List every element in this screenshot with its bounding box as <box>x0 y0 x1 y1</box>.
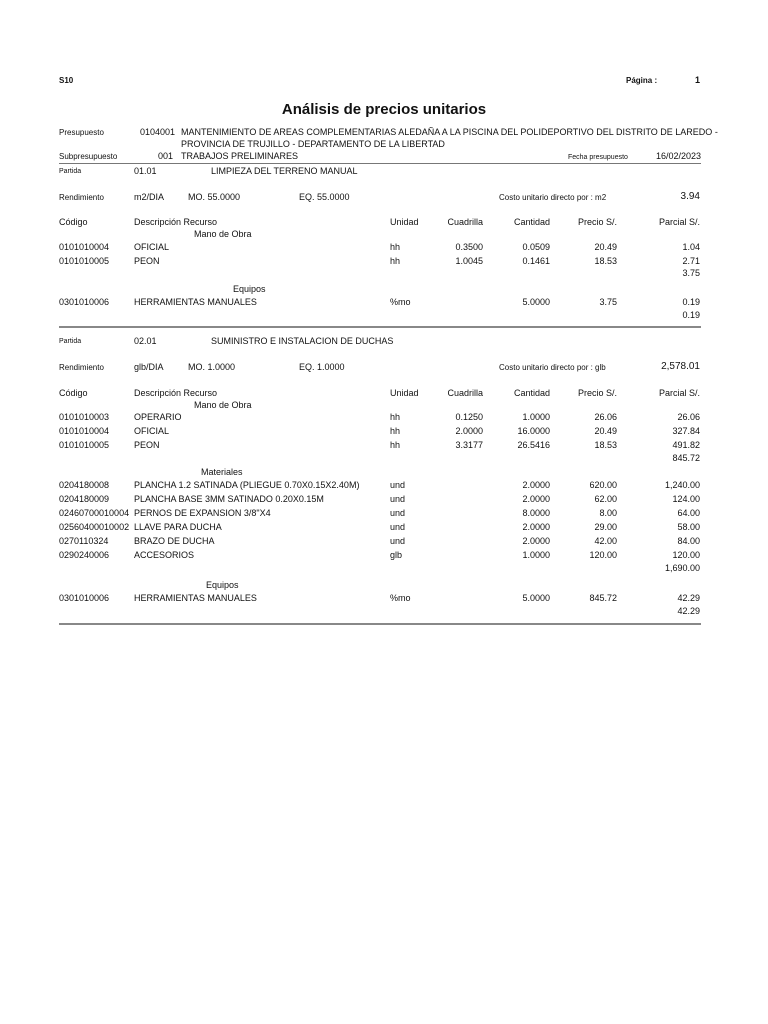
table-row <box>0 535 768 549</box>
divider <box>59 326 701 328</box>
partida-code: 02.01 <box>134 336 157 346</box>
row-desc: OPERARIO <box>134 412 182 422</box>
page-number: 1 <box>694 75 700 85</box>
partida-name: LIMPIEZA DEL TERRENO MANUAL <box>211 166 358 176</box>
row-cuadrilla: 0.1250 <box>455 412 483 422</box>
row-unit: hh <box>390 440 401 450</box>
report-code: S10 <box>59 76 74 85</box>
presupuesto-code: 0104001 <box>140 127 176 137</box>
row-desc: PEON <box>134 440 160 450</box>
row-parcial: 64.00 <box>677 508 700 518</box>
table-row <box>0 439 768 453</box>
row-cantidad: 16.0000 <box>517 426 550 436</box>
row-unit: und <box>390 508 406 518</box>
row-cantidad: 1.0000 <box>522 412 550 422</box>
row-cantidad: 2.0000 <box>522 494 550 504</box>
row-desc: OFICIAL <box>134 242 170 252</box>
row-desc: ACCESORIOS <box>134 550 195 560</box>
row-cantidad: 8.0000 <box>522 508 550 518</box>
partida-label: Partida <box>59 168 82 175</box>
partida-code: 01.01 <box>134 166 157 176</box>
table-row <box>0 479 768 493</box>
table-row <box>0 411 768 425</box>
col-cuadrilla: Cuadrilla <box>447 217 483 227</box>
subtotal-equipos: 42.29 <box>677 606 700 616</box>
row-cantidad: 2.0000 <box>522 522 550 532</box>
row-precio: 845.72 <box>589 593 617 603</box>
col-codigo: Código <box>59 388 88 398</box>
row-precio: 20.49 <box>594 426 617 436</box>
row-precio: 18.53 <box>594 256 617 266</box>
row-code: 0101010003 <box>59 412 110 422</box>
presupuesto-label: Presupuesto <box>59 128 104 137</box>
row-parcial: 42.29 <box>677 593 700 603</box>
row-precio: 8.00 <box>599 508 617 518</box>
divider <box>59 163 701 164</box>
row-unit: hh <box>390 426 401 436</box>
row-precio: 20.49 <box>594 242 617 252</box>
col-codigo: Código <box>59 217 88 227</box>
row-desc: LLAVE PARA DUCHA <box>134 522 222 532</box>
costo-value: 3.94 <box>680 191 700 202</box>
row-code: 0101010005 <box>59 440 110 450</box>
col-cuadrilla: Cuadrilla <box>447 388 483 398</box>
subpresupuesto-label: Subpresupuesto <box>59 152 118 161</box>
row-cantidad: 5.0000 <box>522 593 550 603</box>
row-desc: PERNOS DE EXPANSION 3/8"X4 <box>134 508 271 518</box>
column-headers <box>0 216 768 230</box>
row-cuadrilla: 3.3177 <box>455 440 483 450</box>
table-row <box>0 493 768 507</box>
row-unit: und <box>390 480 406 490</box>
row-parcial: 327.84 <box>672 426 700 436</box>
row-parcial: 84.00 <box>677 536 700 546</box>
rendimiento-unit: glb/DIA <box>134 362 164 372</box>
row-desc: HERRAMIENTAS MANUALES <box>134 593 257 603</box>
table-row <box>0 549 768 563</box>
row-cantidad: 2.0000 <box>522 480 550 490</box>
row-precio: 26.06 <box>594 412 617 422</box>
table-row <box>0 592 768 606</box>
subpresupuesto-desc: TRABAJOS PRELIMINARES <box>181 151 299 161</box>
mo-value: MO. 55.0000 <box>188 192 241 202</box>
row-cuadrilla: 0.3500 <box>455 242 483 252</box>
row-unit: hh <box>390 242 401 252</box>
fecha-value: 16/02/2023 <box>655 151 701 161</box>
column-headers <box>0 387 768 401</box>
row-desc: PEON <box>134 256 160 266</box>
row-precio: 120.00 <box>589 550 617 560</box>
row-cantidad: 5.0000 <box>522 297 550 307</box>
table-row <box>0 241 768 255</box>
row-parcial: 1,240.00 <box>664 480 700 490</box>
row-cantidad: 0.1461 <box>522 256 550 266</box>
col-parcial: Parcial S/. <box>658 217 700 227</box>
row-precio: 3.75 <box>599 297 617 307</box>
col-parcial: Parcial S/. <box>658 388 700 398</box>
col-descripcion: Descripción Recurso <box>134 217 218 227</box>
row-parcial: 1.04 <box>682 242 700 252</box>
row-parcial: 58.00 <box>677 522 700 532</box>
row-parcial: 120.00 <box>672 550 700 560</box>
group-label-equipos: Equipos <box>206 580 239 590</box>
row-cantidad: 2.0000 <box>522 536 550 546</box>
subpresupuesto-code: 001 <box>158 151 174 161</box>
mo-value: MO. 1.0000 <box>188 362 236 372</box>
row-desc: OFICIAL <box>134 426 170 436</box>
costo-value: 2,578.01 <box>661 361 700 372</box>
row-code: 0204180009 <box>59 494 110 504</box>
presupuesto-desc-line1: MANTENIMIENTO DE AREAS COMPLEMENTARIAS ALEDAÑA A LA PISCINA DEL POLIDEPORTIVO DEL DISTRITO DE LAREDO - <box>181 127 718 137</box>
row-unit: und <box>390 536 406 546</box>
eq-value: EQ. 1.0000 <box>299 362 345 372</box>
row-unit: glb <box>390 550 403 560</box>
row-code: 0101010005 <box>59 256 110 266</box>
col-precio: Precio S/. <box>577 388 617 398</box>
row-cuadrilla: 2.0000 <box>455 426 483 436</box>
col-precio: Precio S/. <box>577 217 617 227</box>
row-unit: %mo <box>390 593 411 603</box>
row-desc: BRAZO DE DUCHA <box>134 536 215 546</box>
eq-value: EQ. 55.0000 <box>299 192 350 202</box>
row-code: 0204180008 <box>59 480 110 490</box>
row-code: 0101010004 <box>59 426 110 436</box>
col-descripcion: Descripción Recurso <box>134 388 218 398</box>
row-code: 02560400010002 <box>59 522 130 532</box>
row-parcial: 491.82 <box>672 440 700 450</box>
row-cantidad: 1.0000 <box>522 550 550 560</box>
group-label-mano: Mano de Obra <box>194 229 252 239</box>
col-unidad: Unidad <box>390 217 419 227</box>
row-unit: und <box>390 522 406 532</box>
partida-label: Partida <box>59 338 82 345</box>
row-code: 0101010004 <box>59 242 110 252</box>
row-cantidad: 0.0509 <box>522 242 550 252</box>
row-desc: PLANCHA 1.2 SATINADA (PLIEGUE 0.70X0.15X2.40M) <box>134 480 360 490</box>
row-code: 0290240006 <box>59 550 110 560</box>
row-unit: %mo <box>390 297 411 307</box>
row-precio: 42.00 <box>594 536 617 546</box>
row-desc: PLANCHA BASE 3MM SATINADO 0.20X0.15M <box>134 494 324 504</box>
subtotal-equipos: 0.19 <box>682 310 700 320</box>
row-unit: hh <box>390 412 401 422</box>
group-label-equipos: Equipos <box>233 284 266 294</box>
table-row <box>0 296 768 310</box>
row-parcial: 26.06 <box>677 412 700 422</box>
row-code: 0301010006 <box>59 593 110 603</box>
table-row <box>0 425 768 439</box>
group-label-materiales: Materiales <box>201 467 243 477</box>
col-unidad: Unidad <box>390 388 419 398</box>
subtotal-mano: 3.75 <box>682 268 700 278</box>
row-unit: hh <box>390 256 401 266</box>
row-desc: HERRAMIENTAS MANUALES <box>134 297 257 307</box>
costo-label: Costo unitario directo por : glb <box>499 363 606 372</box>
divider <box>59 623 701 625</box>
col-cantidad: Cantidad <box>513 217 550 227</box>
row-parcial: 2.71 <box>682 256 700 266</box>
subtotal-mano: 845.72 <box>672 453 700 463</box>
col-cantidad: Cantidad <box>513 388 550 398</box>
rendimiento-label: Rendimiento <box>59 363 104 372</box>
page-label: Página : <box>626 76 658 85</box>
row-code: 0270110324 <box>59 536 109 546</box>
rendimiento-unit: m2/DIA <box>134 192 165 202</box>
page-title: Análisis de precios unitarios <box>281 101 487 118</box>
partida-name: SUMINISTRO E INSTALACION DE DUCHAS <box>211 336 394 346</box>
row-precio: 29.00 <box>594 522 617 532</box>
group-label-mano: Mano de Obra <box>194 400 252 410</box>
row-cuadrilla: 1.0045 <box>455 256 483 266</box>
row-cantidad: 26.5416 <box>517 440 550 450</box>
row-parcial: 0.19 <box>682 297 700 307</box>
fecha-label: Fecha presupuesto <box>568 154 628 161</box>
rendimiento-label: Rendimiento <box>59 193 104 202</box>
presupuesto-desc-line2: PROVINCIA DE TRUJILLO - DEPARTAMENTO DE LA LIBERTAD <box>181 139 445 149</box>
subtotal-materiales: 1,690.00 <box>664 563 700 573</box>
row-code: 02460700010004 <box>59 508 130 518</box>
row-precio: 18.53 <box>594 440 617 450</box>
row-code: 0301010006 <box>59 297 110 307</box>
table-row <box>0 521 768 535</box>
table-row <box>0 507 768 521</box>
costo-label: Costo unitario directo por : m2 <box>499 193 607 202</box>
row-precio: 62.00 <box>594 494 617 504</box>
row-unit: und <box>390 494 406 504</box>
row-parcial: 124.00 <box>672 494 700 504</box>
table-row <box>0 255 768 269</box>
row-precio: 620.00 <box>589 480 617 490</box>
